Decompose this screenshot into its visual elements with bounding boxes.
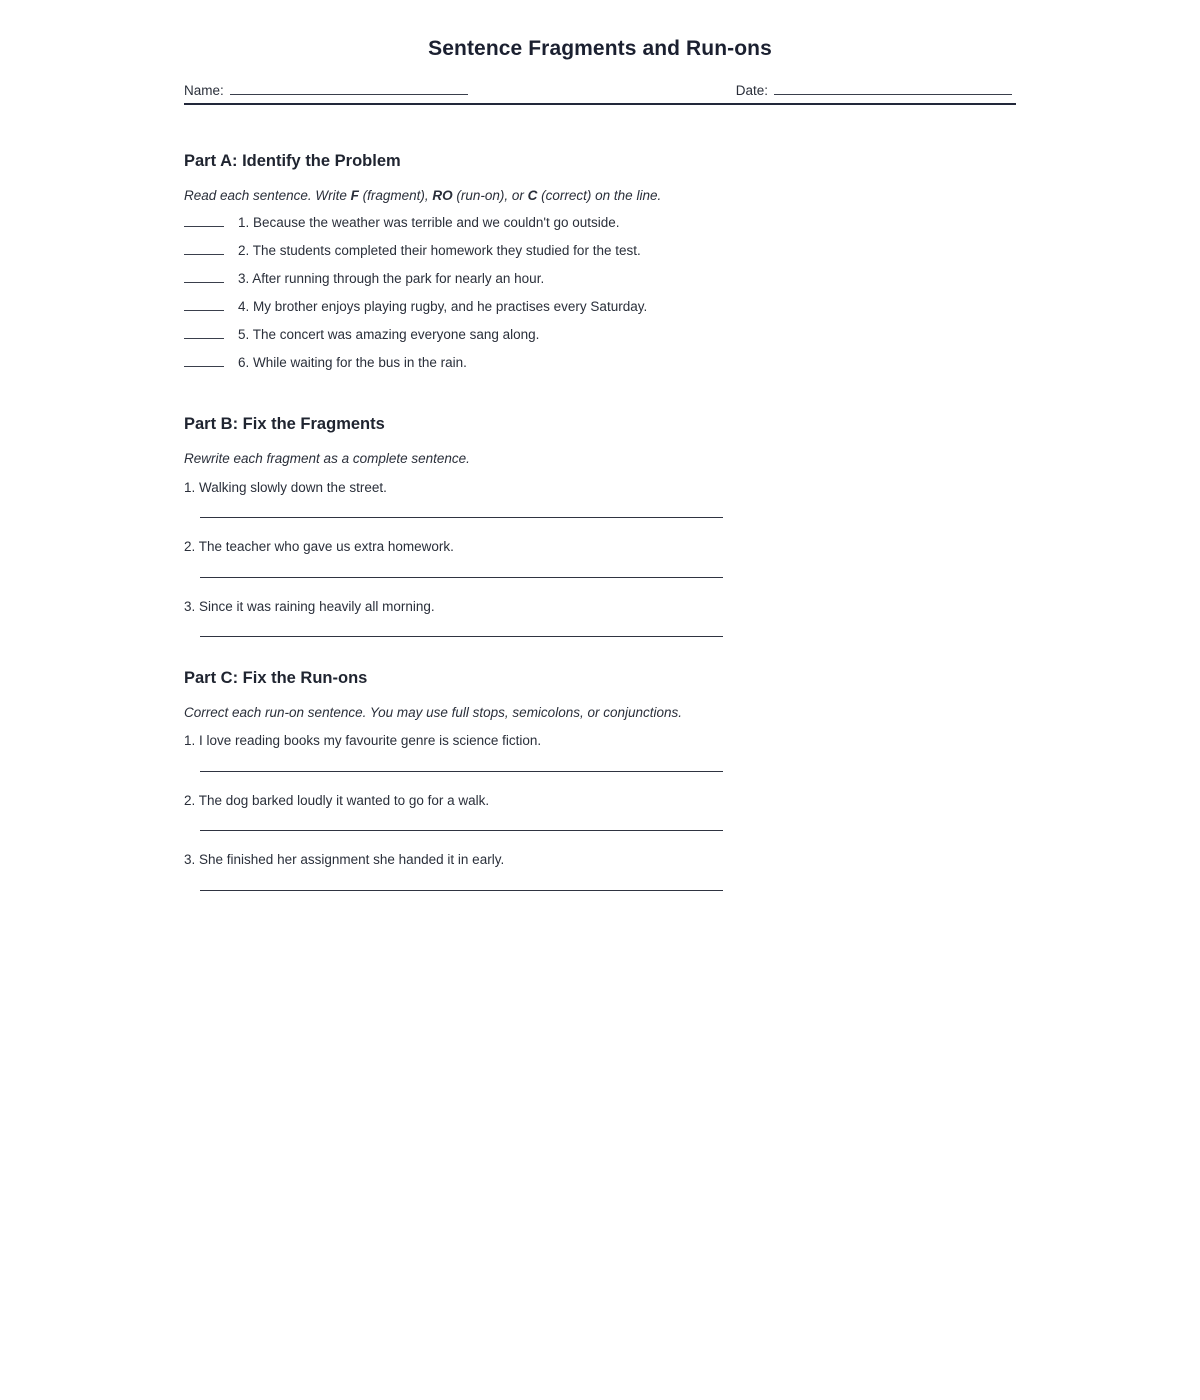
runon-prompt-3: 3. She finished her assignment she handed it in early.: [184, 852, 505, 868]
answer-line-c2[interactable]: [200, 830, 723, 831]
part-a-instruction-text-4: (correct) on the line.: [537, 187, 662, 203]
worksheet-content: [184, 0, 1016, 891]
list-item: [184, 792, 1016, 832]
part-a-instruction-text-3: (run-on), or: [452, 187, 528, 203]
list-item: [184, 732, 1016, 772]
list-item: [184, 271, 1016, 299]
part-a-code-c: C: [527, 187, 538, 203]
sentence-text-4: 4. My brother enjoys playing rugby, and he practises every Saturday.: [238, 299, 648, 315]
list-item: [184, 598, 1016, 638]
part-a-item-list: [184, 204, 1016, 383]
name-field[interactable]: [184, 82, 468, 98]
fragment-prompt-2: 2. The teacher who gave us extra homework.: [184, 539, 454, 555]
sentence-text-5: 5. The concert was amazing everyone sang along.: [238, 327, 540, 343]
name-input-line[interactable]: [230, 82, 468, 95]
answer-blank-1[interactable]: [184, 215, 224, 227]
part-a-instruction-text-1: Read each sentence. Write: [184, 187, 351, 203]
answer-blank-2[interactable]: [184, 243, 224, 255]
part-c-instruction: Correct each run-on sentence. You may use full stops, semicolons, or conjunctions.: [184, 704, 683, 720]
page-title: Sentence Fragments and Run-ons: [428, 37, 772, 60]
list-item: [184, 243, 1016, 271]
fragment-prompt-1: 1. Walking slowly down the street.: [184, 479, 387, 495]
answer-blank-5[interactable]: [184, 327, 224, 339]
runon-prompt-1: 1. I love reading books my favourite genre is science fiction.: [184, 733, 542, 749]
part-c-heading: Part C: Fix the Run-ons: [184, 669, 368, 688]
answer-line-c1[interactable]: [200, 771, 723, 772]
sentence-text-3: 3. After running through the park for nearly an hour.: [238, 271, 545, 287]
date-label: Date:: [735, 83, 769, 99]
part-b-heading: Part B: Fix the Fragments: [184, 415, 385, 434]
part-b-instruction: Rewrite each fragment as a complete sentence.: [184, 450, 470, 466]
runon-prompt-2: 2. The dog barked loudly it wanted to go for a walk.: [184, 792, 490, 808]
answer-line-b2[interactable]: [200, 577, 723, 578]
name-date-row: [184, 82, 1016, 98]
sentence-text-1: 1. Because the weather was terrible and we couldn't go outside.: [238, 215, 620, 231]
part-a-code-f: F: [350, 187, 359, 203]
list-item: [184, 355, 1016, 383]
date-field[interactable]: [736, 82, 1012, 98]
answer-blank-4[interactable]: [184, 299, 224, 311]
sentence-text-2: 2. The students completed their homework they studied for the test.: [238, 243, 641, 259]
part-b-item-list: [184, 468, 1016, 638]
part-a-code-ro: RO: [432, 187, 453, 203]
answer-line-c3[interactable]: [200, 890, 723, 891]
part-a-instruction-text-2: (fragment),: [358, 187, 433, 203]
date-input-line[interactable]: [774, 82, 1012, 95]
part-a-instruction: [184, 172, 1016, 205]
list-item: [184, 327, 1016, 355]
answer-blank-3[interactable]: [184, 271, 224, 283]
part-c-item-list: [184, 721, 1016, 891]
fragment-prompt-3: 3. Since it was raining heavily all morning.: [184, 598, 435, 614]
list-item: [184, 299, 1016, 327]
list-item: [184, 851, 1016, 891]
list-item: [184, 479, 1016, 519]
list-item: [184, 538, 1016, 578]
answer-line-b1[interactable]: [200, 517, 723, 518]
answer-blank-6[interactable]: [184, 355, 224, 367]
part-a-heading: Part A: Identify the Problem: [184, 152, 401, 171]
list-item: [184, 215, 1016, 243]
name-label: Name:: [184, 83, 224, 99]
sentence-text-6: 6. While waiting for the bus in the rain.: [238, 355, 467, 371]
